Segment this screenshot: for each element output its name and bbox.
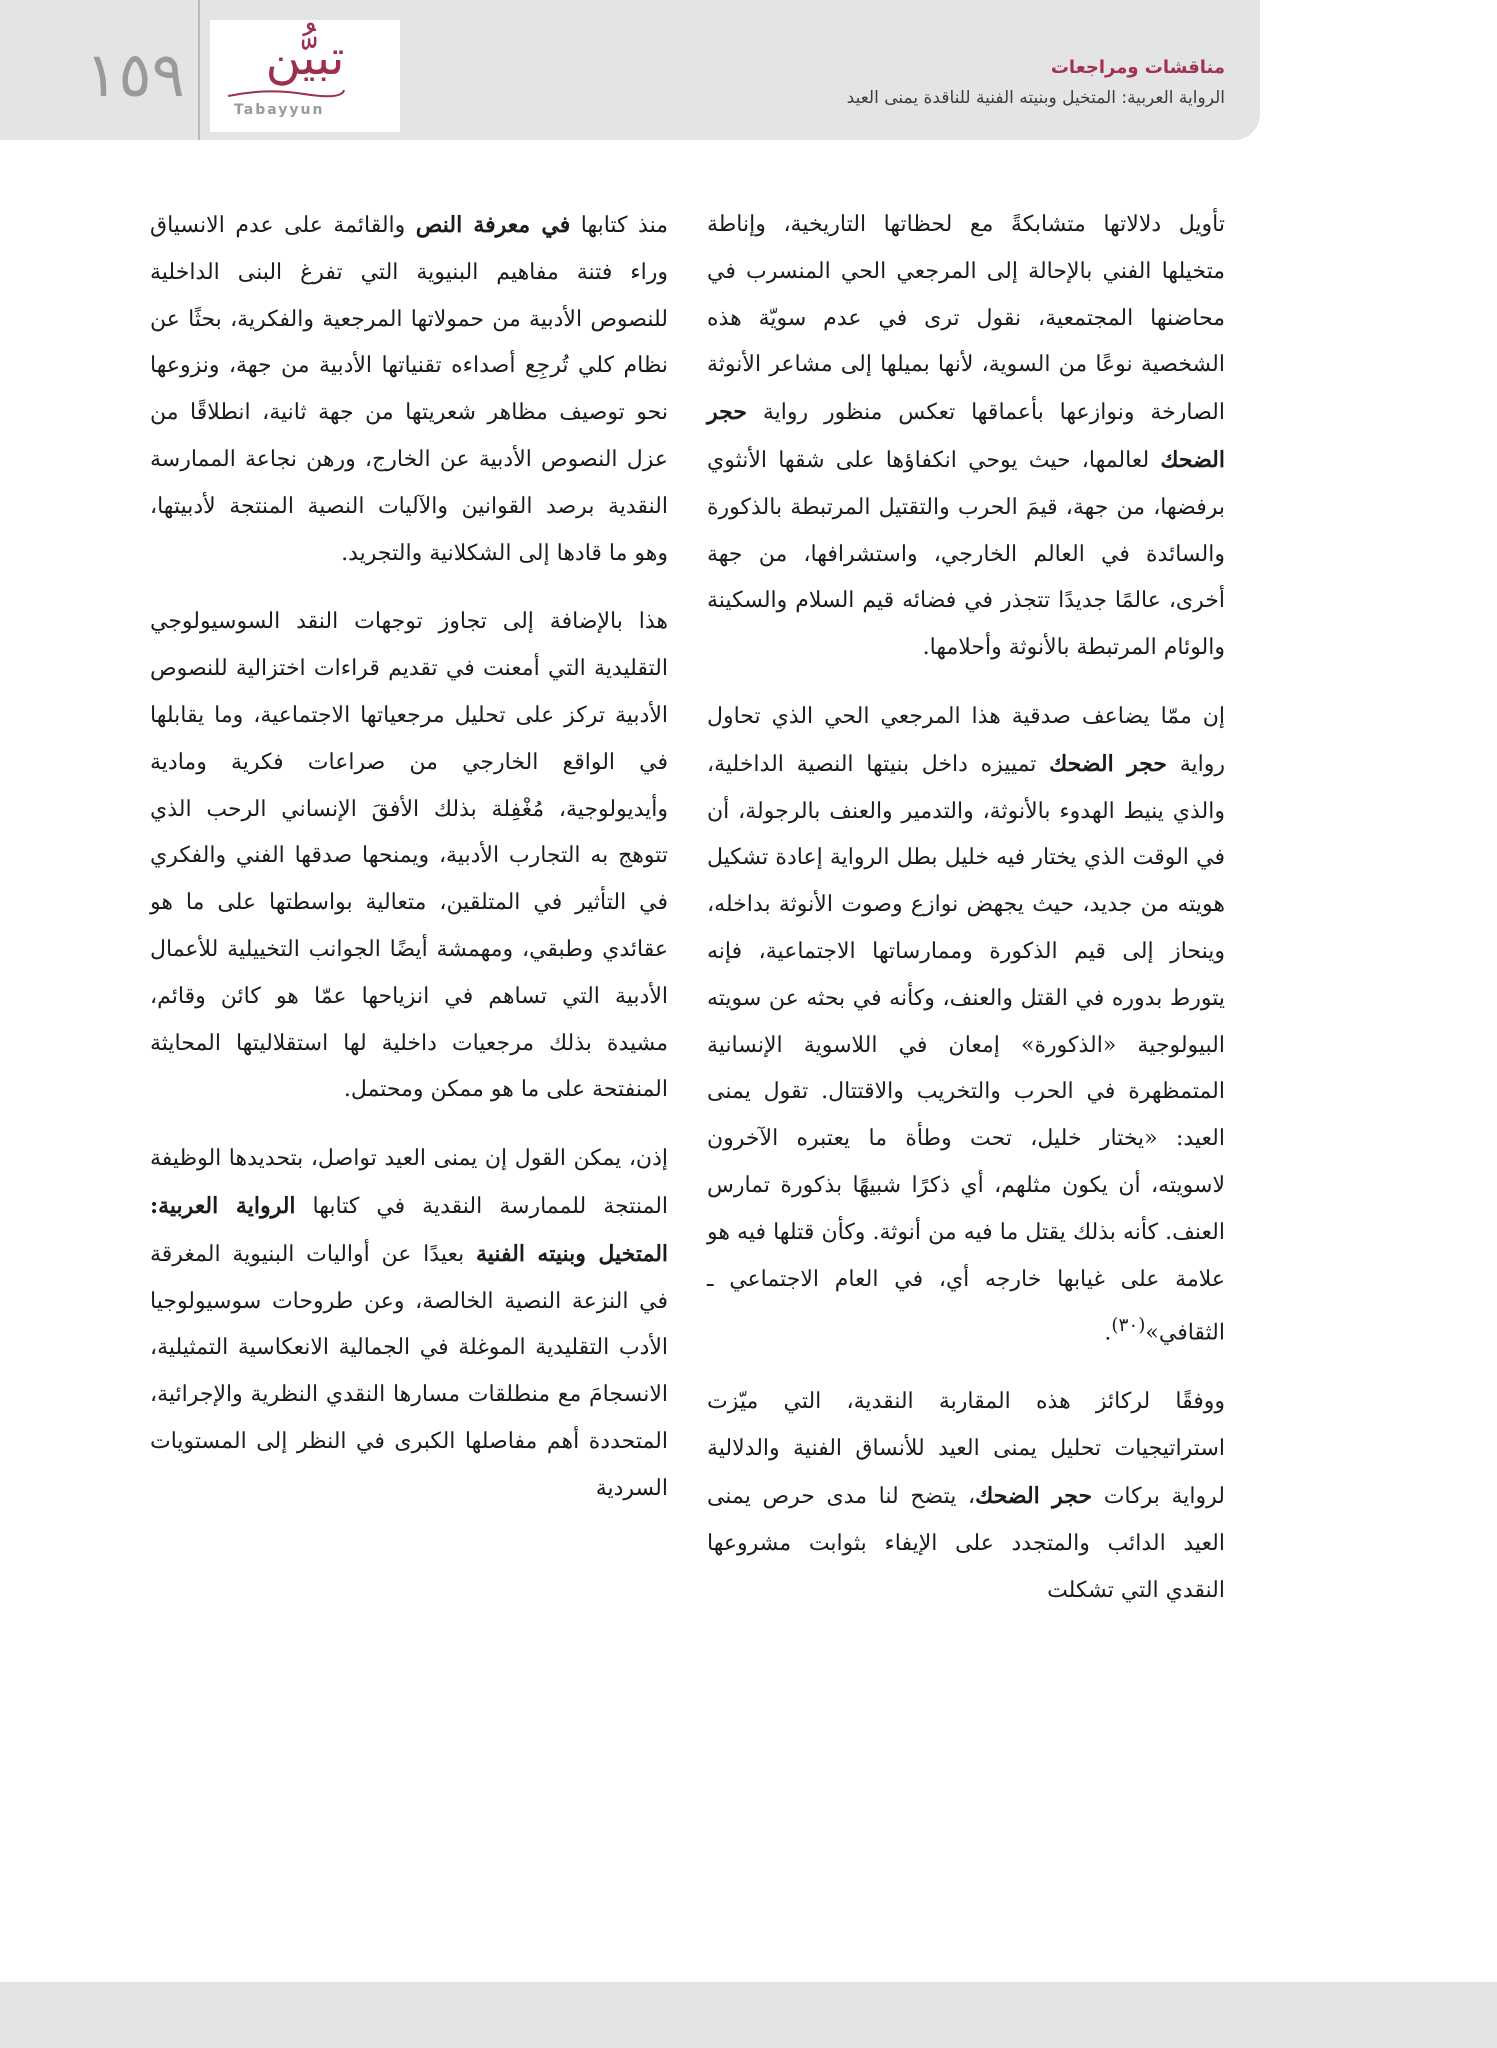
journal-logo <box>210 20 400 132</box>
logo-swoosh-icon <box>226 86 346 102</box>
paragraph: ووفقًا لركائز هذه المقاربة النقدية، التي ميّزت استراتيجيات تحليل يمنى العيد للأنساق الفنية والدلالية لرواية بركات حجر الضحك، يتضح لنا مدى حرص يمنى العيد الدائب والمتجدد على الإيفاء بثوابت مشروعها النقدي التي تشكلت <box>707 1389 1226 1603</box>
logo-latin-text: Tabayyun <box>234 102 325 118</box>
paragraph: منذ كتابها في معرفة النص والقائمة على عدم الانسياق وراء فتنة مفاهيم البنيوية التي تفرغ البنى الداخلية للنصوص الأدبية من حمولاتها المرجعية والفكرية، بحثًا عن نظام كلي تُرجِع أصداءه تقنياتها الأدبية من جهة، ونزوعها نحو توصيف مظاهر شعريتها من جهة ثانية، انطلاقًا من عزل النصوص الأدبية عن الخارج، ورهن نجاعة الممارسة النقدية برصد القوانين والآليات النصية المنتجة لأدبيتها، وهو ما قادها إلى الشكلانية والتجريد. <box>150 212 668 566</box>
header-divider <box>198 0 200 140</box>
paragraph: هذا بالإضافة إلى تجاوز توجهات النقد السوسيولوجي التقليدية التي أمعنت في تقديم قراءات اختزالية للنصوص الأدبية تركز على تحليل مرجعياتها الاجتماعية، وما يقابلها في الواقع الخارجي من صراعات فكرية ومادية وأيديولوجية، مُغْفِلة بذلك الأفقَ الإنساني الرحب الذي تتوهج به التجارب الأدبية، ويمنحها صدقها الفني والفكري في التأثير في المتلقين، متعالية بواسطتها على ما هو عقائدي وطبقي، ومهمشة أيضًا الجوانب التخييلية للأعمال الأدبية التي تساهم في انزياحها عمّا هو كائن وقائم، مشيدة بذلك مرجعيات داخلية لها استقلاليتها المحايثة المنفتحة على ما هو ممكن ومحتمل. <box>150 609 668 1103</box>
paragraph: إذن، يمكن القول إن يمنى العيد تواصل، بتحديدها الوظيفة المنتجة للممارسة النقدية في كتابها الرواية العربية: المتخيل وبنيته الفنية بعيدًا عن أواليات البنيوية المغرقة في النزعة النصية الخالصة، وعن طروحات سوسيولوجيا الأدب التقليدية الموغلة في الجمالية الانعكاسية التمثيلية، الانسجامَ مع منطلقات مسارها النقدي النظرية والإجرائية، المتحددة أهم مفاصلها الكبرى في النظر إلى المستويات السردية <box>150 1146 669 1501</box>
page-number: ١٥٩ <box>85 38 185 111</box>
section-title: مناقشات ومراجعات <box>1050 57 1225 78</box>
logo-arabic-text: تبيُّن <box>265 30 345 86</box>
paragraph: تأويل دلالاتها متشابكةً مع لحظاتها التاريخية، وإناطة متخيلها الفني بالإحالة إلى المرجعي الحي المنسرب في محاضنها المجتمعية، نقول ترى في عدم سويّة هذه الشخصية نوعًا من السوية، لأنها بميلها إلى مشاعر الأنوثة الصارخة ونوازعها بأعماقها تعكس منظور رواية حجر الضحك لعالمها، حيث يوحي انكفاؤها على شقها الأنثوي برفضها، من جهة، قيمَ الحرب والتقتيل المرتبطة بالذكورة والسائدة في العالم الخارجي، واستشرافها، من جهة أخرى، عالمًا جديدًا تتجذر في فضائه قيم السلام والسكينة والوئام المرتبطة بالأنوثة وأحلامها. <box>707 212 1225 661</box>
page-footer <box>0 1982 1497 2048</box>
left-column <box>150 202 668 1535</box>
article-subtitle: الرواية العربية: المتخيل وبنيته الفنية للناقدة يمنى العيد <box>846 88 1225 108</box>
paragraph: إن ممّا يضاعف صدقية هذا المرجعي الحي الذي تحاول رواية حجر الضحك تمييزه داخل بنيتها النصية الداخلية، والذي ينيط الهدوء بالأنوثة، والتدمير والعنف بالرجولة، أن في الوقت الذي يختار فيه خليل بطل الرواية إعادة تشكيل هويته من جديد، حيث يجهض نوازع وصوت الأنوثة بداخله، وينحاز إلى قيم الذكورة وممارساتها الاجتماعية، فإنه يتورط بدوره في القتل والعنف، وكأنه في بحثه عن سويته البيولوجية «الذكورة» إمعان في اللاسوية الإنسانية المتمظهرة في الحرب والتخريب والاقتتال. تقول يمنى العيد: «يختار خليل، تحت وطأة ما يعتبره الآخرون لاسويته، أن يكون مثلهم، أي ذكرًا شبيهًا بذكورة تمارس العنف. كأنه بذلك يقتل ما فيه من أنوثة. وكأن قتلها فيه هو علامة على غيابها خارجه أي، في العام الاجتماعي ـ الثقافي»$^{(٣٠)}$. <box>707 703 1225 1346</box>
footnote-ref: (٣٠) <box>1111 1315 1146 1337</box>
right-column <box>707 202 1225 1636</box>
